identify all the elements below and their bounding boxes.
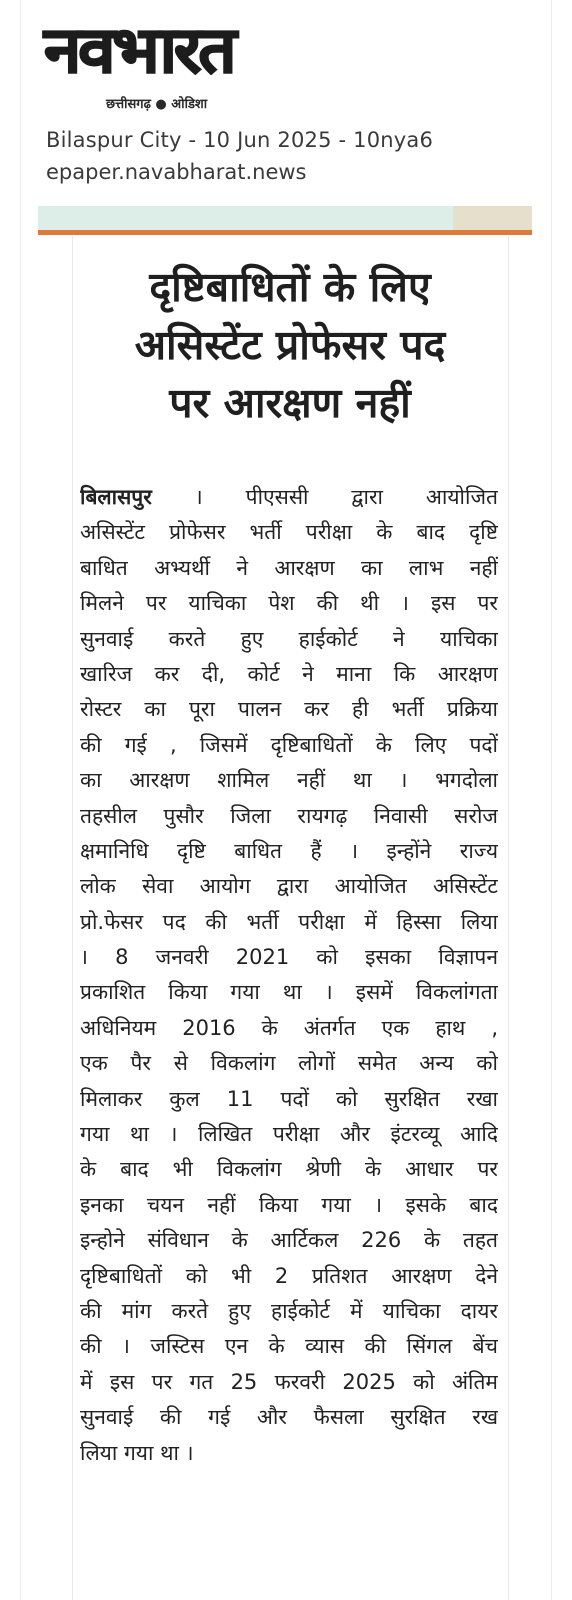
page-edge-left — [20, 0, 21, 1600]
body-line: सुनवाई करते हुए हाईकोर्ट ने याचिका — [80, 626, 498, 651]
clip-border-left — [72, 236, 73, 1600]
body-line: दृष्टिबाधितों को भी 2 प्रतिशत आरक्षण देने — [80, 1263, 498, 1288]
headline-line: पर आरक्षण नहीं — [169, 379, 411, 427]
body-line — [80, 480, 498, 515]
body-line: का आरक्षण शामिल नहीं था । भगदोला — [80, 768, 498, 793]
body-line: की मांग करते हुए हाईकोर्ट में याचिका दायर — [80, 1298, 498, 1323]
body-line: तहसील पुसौर जिला रायगढ़ निवासी सरोज — [80, 803, 498, 828]
body-line: लोक सेवा आयोग द्वारा आयोजित असिस्टेंट — [80, 874, 498, 899]
orange-rule — [38, 230, 532, 235]
body-line: एक पैर से विकलांग लोगों समेत अन्य को — [80, 1051, 498, 1076]
logo-subtitle: छत्तीसगढ़ ● ओडिशा — [106, 97, 208, 112]
body-line: । 8 जनवरी 2021 को इसका विज्ञापन — [80, 945, 498, 970]
body-line: मिलने पर याचिका पेश की थी । इस पर — [80, 591, 498, 616]
body-line: के बाद भी विकलांग श्रेणी के आधार पर — [80, 1157, 498, 1182]
edition-info: Bilaspur City - 10 Jun 2025 - 10nya6 — [46, 128, 434, 152]
body-line: की गई , जिसमें दृष्टिबाधितों के लिए पदों — [80, 732, 498, 757]
body-line: लिया गया था । — [80, 1440, 194, 1465]
body-line: अधिनियम 2016 के अंतर्गत एक हाथ , — [80, 1015, 498, 1040]
body-line: असिस्टेंट प्रोफेसर भर्ती परीक्षा के बाद दृष्टि — [80, 520, 498, 545]
body-line: गया था । लिखित परीक्षा और इंटरव्यू आदि — [80, 1122, 498, 1147]
body-line: खारिज कर दी, कोर्ट ने माना कि आरक्षण — [80, 661, 498, 686]
body-line: में इस पर गत 25 फरवरी 2025 को अंतिम — [80, 1369, 498, 1394]
newspaper-logo: नवभारत — [44, 14, 234, 88]
color-band-left — [38, 206, 453, 230]
masthead — [40, 6, 360, 110]
clip-border-right — [508, 236, 509, 1600]
body-line: प्रो.फेसर पद की भर्ती परीक्षा में हिस्सा लिया — [80, 909, 498, 934]
body-line: मिलाकर कुल 11 पदों को सुरक्षित रखा — [80, 1086, 498, 1111]
dateline: बिलासपुर — [80, 485, 152, 509]
body-line: इनका चयन नहीं किया गया । इसके बाद — [80, 1192, 498, 1217]
body-line: इन्होने संविधान के आर्टिकल 226 के तहत — [80, 1228, 498, 1253]
body-line: बाधित अभ्यर्थी ने आरक्षण का लाभ नहीं — [80, 555, 498, 580]
body-line: रोस्टर का पूरा पालन कर ही भर्ती प्रक्रिया — [80, 697, 498, 722]
body-line: की । जस्टिस एन के व्यास की सिंगल बेंच — [80, 1334, 498, 1359]
body-line: सुनवाई की गई और फैसला सुरक्षित रख — [80, 1405, 498, 1430]
body-line: प्रकाशित किया गया था । इसमें विकलांगता — [80, 980, 498, 1005]
headline-line: दृष्टिबाधितों के लिए — [149, 263, 431, 311]
color-band — [38, 206, 532, 230]
page-edge-right — [551, 0, 552, 1600]
body-line: क्षमानिधि दृष्टि बाधित हैं । इन्होंने राज्य — [80, 838, 498, 863]
headline-line: असिस्टेंट प्रोफेसर पद — [134, 321, 446, 369]
article-headline — [74, 258, 506, 432]
epaper-url: epaper.navabharat.news — [46, 160, 307, 184]
color-band-right — [453, 206, 532, 230]
article-body — [80, 480, 498, 1471]
body-line-text: । पीएससी द्वारा आयोजित — [151, 485, 498, 509]
